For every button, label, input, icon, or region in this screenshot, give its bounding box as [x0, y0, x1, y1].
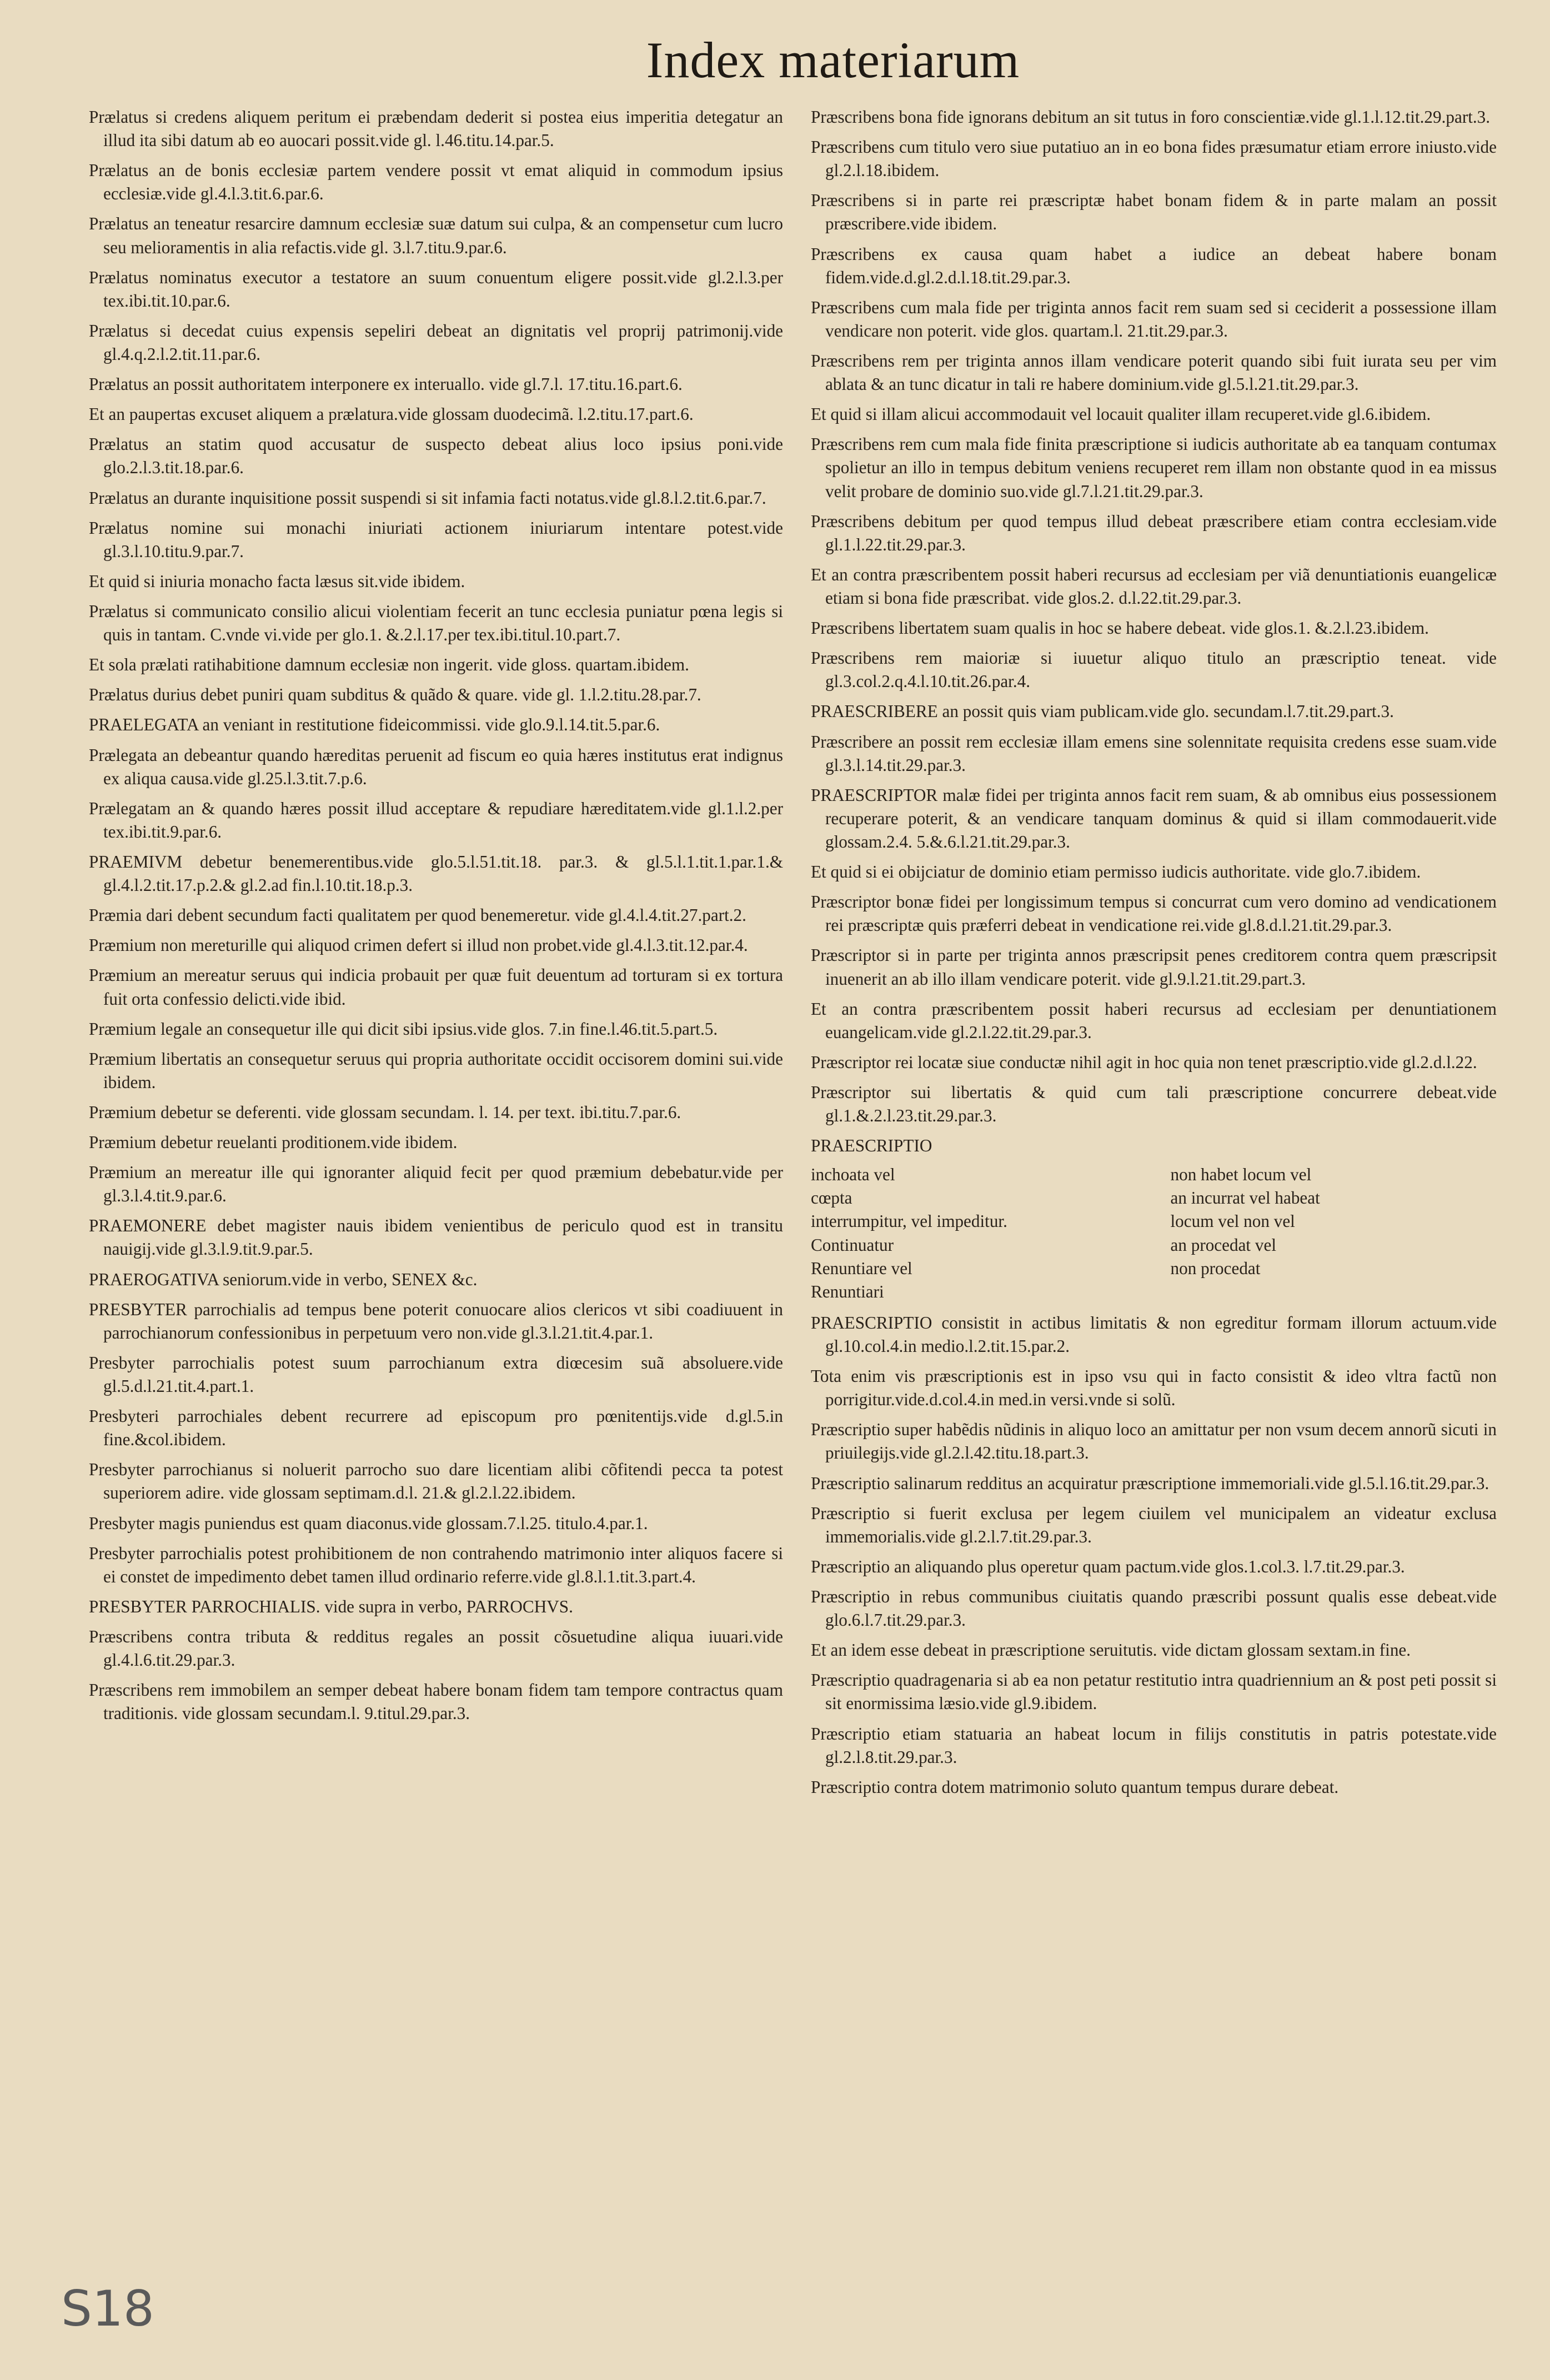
index-entry: Præscribens ex causa quam habet a iudice an debeat habere bonam fidem.vide.d.gl.2.d.l.18.tit.29.par.3.: [811, 244, 1497, 287]
index-entry: PRAESCRIPTOR malæ fidei per triginta annos facit rem suam, & ab omnibus eius possessionem recuperare poterit, & an vendicare tanquam dominus & quid si illam commodauerit.vide glossam.2.4. 5.&.6.l.21.tit.29.par.3.: [811, 785, 1497, 851]
index-entry: PRAEROGATIVA seniorum.vide in verbo, SENEX &c.: [89, 1269, 478, 1289]
index-entry: Præscribens rem maioriæ si iuuetur aliquo titulo an præscriptio teneat. vide gl.3.col.2.q.4.l.10.tit.26.par.4.: [811, 648, 1497, 692]
index-entry: Præscribens rem cum mala fide finita præscriptione si iudicis authoritate ab ea tanquam contumax spolietur an illo in tempus debitum veniens recuperet rem illam non obstante quod in ea missus velit probare de dominio suo.vide gl.7.l.21.tit.29.par.3.: [811, 434, 1497, 501]
grid-item: Continuatur: [811, 1235, 894, 1255]
index-entry: PRESBYTER PARROCHIALIS. vide supra in verbo, PARROCHVS.: [89, 1596, 573, 1616]
index-entry: Præscriptor bonæ fidei per longissimum tempus si concurrat cum vero domino ad vendicationem rei præscriptæ quis præferri debeat in vendicatione rei.vide gl.8.d.l.21.tit.29.par.3.: [811, 892, 1497, 935]
index-entry: Præmia dari debent secundum facti qualitatem per quod benemeretur. vide gl.4.l.4.tit.27.part.2.: [89, 905, 746, 925]
index-entry: Præscriptio an aliquando plus operetur quam pactum.vide glos.1.col.3. l.7.tit.29.par.3.: [811, 1556, 1405, 1576]
index-entry: Præmium libertatis an consequetur seruus qui propria authoritate occidit occisorem domini sui.vide ibidem.: [89, 1049, 783, 1092]
index-entry: Præmium debetur se deferenti. vide glossam secundam. l. 14. per text. ibi.titu.7.par.6.: [89, 1102, 681, 1122]
grid-item: inchoata vel: [811, 1165, 895, 1185]
index-entry: Prælatus an possit authoritatem interponere ex interuallo. vide gl.7.l. 17.titu.16.part.6.: [89, 374, 683, 394]
index-entry: Prælatus si decedat cuius expensis sepeliri debeat an dignitatis vel proprij patrimonij.vide gl.4.q.2.l.2.tit.11.par.6.: [89, 320, 783, 364]
index-entry: Præscriptio salinarum redditus an acquiratur præscriptione immemoriali.vide gl.5.l.16.tit.29.par.3.: [811, 1473, 1489, 1493]
index-entry: Præscriptio etiam statuaria an habeat locum in filijs constitutis in patris potestate.vide gl.2.l.8.tit.29.par.3.: [811, 1723, 1497, 1767]
index-entry: Præscribens debitum per quod tempus illud debeat præscribere etiam contra ecclesiam.vide gl.1.l.22.tit.29.par.3.: [811, 511, 1497, 554]
index-entry: Prælatus an teneatur resarcire damnum ecclesiæ suæ datum sui culpa, & an compensetur cum lucro seu melioramentis in alia refactis.vide gl. 3.l.7.titu.9.par.6.: [89, 214, 783, 257]
index-entry: Et quid si illam alicui accommodauit vel locauit qualiter illam recuperet.vide gl.6.ibidem.: [811, 404, 1431, 424]
grid-item: non procedat: [1170, 1258, 1261, 1278]
index-entry: Præscriptio in rebus communibus ciuitatis quando præscribi possunt qualis esse debeat.vide glo.6.l.7.tit.29.par.3.: [811, 1587, 1497, 1630]
index-entry: Præscribens si in parte rei præscriptæ habet bonam fidem & in parte malam an possit præscribere.vide ibidem.: [811, 191, 1497, 234]
index-entry: Et quid si ei obijciatur de dominio etiam permisso iudicis authoritate. vide glo.7.ibidem.: [811, 862, 1421, 882]
index-entry: Præmium debetur reuelanti proditionem.vide ibidem.: [89, 1133, 458, 1153]
index-entry: Præscriptio super habẽdis nũdinis in aliquo loco an amittatur per non vsum decem annorũ sicuti in priuilegijs.vide gl.2.l.42.titu.18.part.3.: [811, 1420, 1497, 1463]
index-entry: Prælatus si communicato consilio alicui violentiam fecerit an tunc ecclesia puniatur pœna legis si quis in tantam. C.vnde vi.vide per glo.1. &.2.l.17.per tex.ibi.titul.10.part.7.: [89, 601, 783, 645]
grid-item: interrumpitur, vel impeditur.: [811, 1211, 1007, 1231]
index-entry: Prælatus si credens aliquem peritum ei præbendam dederit si postea eius imperitia detegatur an illud ita sibi datum ab eo auocari possit.vide gl. l.46.titu.14.par.5.: [89, 107, 783, 151]
index-entry: Præscriptor rei locatæ siue conductæ nihil agit in hoc quia non tenet præscriptio.vide gl.2.d.l.22.: [811, 1052, 1477, 1072]
index-entry: Præscribens contra tributa & redditus regales an possit cõsuetudine aliqua iuuari.vide gl.4.l.6.tit.29.par.3.: [89, 1627, 783, 1670]
index-entry: Præscribens bona fide ignorans debitum an sit tutus in foro conscientiæ.vide gl.1.l.12.tit.29.part.3.: [811, 107, 1491, 127]
index-entry: Presbyter parrochialis potest suum parrochianum extra diœcesim suã absoluere.vide gl.5.d.l.21.tit.4.part.1.: [89, 1352, 783, 1396]
grid-item: non habet locum vel: [1170, 1165, 1312, 1185]
index-entry: Præscriptor sui libertatis & quid cum tali præscriptione concurrere debeat.vide gl.1.&.2.l.23.tit.29.par.3.: [811, 1082, 1497, 1126]
index-entry: Tota enim vis præscriptionis est in ipso vsu qui in facto consistit & ideo vltra factũ non porrigitur.vide.d.col.4.in med.in versi.vnde si solũ.: [811, 1366, 1497, 1410]
index-entry: Præmium legale an consequetur ille qui dicit sibi ipsius.vide glos. 7.in fine.l.46.tit.5.part.5.: [89, 1019, 718, 1039]
index-entry: PRAELEGATA an veniant in restitutione fideicommissi. vide glo.9.l.14.tit.5.par.6.: [89, 715, 660, 735]
index-entry: Præmium an mereatur ille qui ignoranter aliquid fecit per quod præmium debebatur.vide per gl.3.l.4.tit.9.par.6.: [89, 1163, 783, 1206]
index-entry: Præscriptio quadragenaria si ab ea non petatur restitutio intra quadriennium an & post peti possit si sit enormissima læsio.vide gl.9.ibidem.: [811, 1670, 1497, 1713]
page-title: Index materiarum: [646, 32, 1020, 88]
index-entry: PRAEMONERE debet magister nauis ibidem venientibus de periculo quod est in transitu nauigij.vide gl.3.l.9.tit.9.par.5.: [89, 1216, 783, 1259]
grid-item: Renuntiare vel: [811, 1258, 912, 1278]
grid-item: Renuntiari: [811, 1281, 884, 1301]
index-entry: Præscribens cum mala fide per triginta annos facit rem suam sed si ceciderit a possessione illam vendicare non poterit. vide glos. quartam.l. 21.tit.29.par.3.: [811, 297, 1497, 340]
index-entry: Præscriptio contra dotem matrimonio soluto quantum tempus durare debeat.: [811, 1777, 1339, 1797]
grid-item: an procedat vel: [1170, 1235, 1276, 1255]
index-entry: Et an paupertas excuset aliquem a prælatura.vide glossam duodecimã. l.2.titu.17.part.6.: [89, 404, 694, 424]
left-column: [89, 106, 783, 1732]
index-entry: PRAESCRIPTIO consistit in actibus limitatis & non egreditur formam illorum actuum.vide gl.10.col.4.in medio.l.2.tit.15.par.2.: [811, 1312, 1497, 1356]
index-entry: PRAEMIVM debetur benemerentibus.vide glo.5.l.51.tit.18. par.3. & gl.5.l.1.tit.1.par.1.& gl.4.l.2.tit.17.p.2.& gl.2.ad fin.l.10.tit.18.p.3.: [89, 851, 783, 895]
index-entry: Prælegatam an & quando hæres possit illud acceptare & repudiare hæreditatem.vide gl.1.l.2.per tex.ibi.tit.9.par.6.: [89, 798, 783, 841]
index-entry: Prælatus an durante inquisitione possit suspendi si sit infamia facti notatus.vide gl.8.l.2.tit.6.par.7.: [89, 488, 766, 508]
grid-item: locum vel non vel: [1170, 1211, 1295, 1231]
index-entry: Presbyter parrochialis potest prohibitionem de non contrahendo matrimonio inter aliquos facere si ei constet de impedimento debet tamen illud ordinario referre.vide gl.8.l.1.tit.3.part.4.: [89, 1543, 783, 1586]
grid-item: cœpta: [811, 1188, 852, 1208]
handwritten-note: S18: [61, 2280, 154, 2337]
index-entry: Præscribere an possit rem ecclesiæ illam emens sine solennitate requisita credens esse suam.vide gl.3.l.14.tit.29.par.3.: [811, 731, 1497, 775]
praescriptio-grid: [811, 1163, 1497, 1304]
index-entry: Et quid si iniuria monacho facta læsus sit.vide ibidem.: [89, 571, 465, 591]
index-entry: Præscriptor si in parte per triginta annos præscripsit penes creditorem contra quem præscripsit inuenerit an ab illo illam vendicare poterit. vide gl.9.l.21.tit.29.part.3.: [811, 945, 1497, 989]
index-entry: Prælatus an statim quod accusatur de suspecto debeat alius loco ipsius poni.vide glo.2.l.3.tit.18.par.6.: [89, 434, 783, 478]
index-entry: Et an idem esse debeat in præscriptione seruitutis. vide dictam glossam sextam.in fine.: [811, 1640, 1411, 1660]
index-entry: Præmium non mereturille qui aliquod crimen defert si illud non probet.vide gl.4.l.3.tit.12.par.4.: [89, 935, 748, 955]
index-entry: Presbyter magis puniendus est quam diaconus.vide glossam.7.l.25. titulo.4.par.1.: [89, 1513, 648, 1533]
index-entry: Prælatus nomine sui monachi iniuriati actionem iniuriarum intentare potest.vide gl.3.l.10.titu.9.par.7.: [89, 518, 783, 561]
grid-item: an incurrat vel habeat: [1170, 1188, 1320, 1208]
index-entry: Prælatus nominatus executor a testatore an suum conuentum eligere possit.vide gl.2.l.3.per tex.ibi.tit.10.par.6.: [89, 267, 783, 310]
index-entry: PRAESCRIBERE an possit quis viam publicam.vide glo. secundam.l.7.tit.29.part.3.: [811, 702, 1394, 721]
index-entry: Præscribens libertatem suam qualis in hoc se habere debeat. vide glos.1. &.2.l.23.ibidem.: [811, 618, 1429, 638]
index-entry: Presbyteri parrochiales debent recurrere ad episcopum pro pœnitentijs.vide d.gl.5.in fine.&col.ibidem.: [89, 1406, 783, 1450]
index-entry: Præscribens cum titulo vero siue putatiuo an in eo bona fides præsumatur etiam errore iniusto.vide gl.2.l.18.ibidem.: [811, 137, 1497, 181]
index-entry: Prælatus an de bonis ecclesiæ partem vendere possit vt emat aliquid in commodum ipsius ecclesiæ.vide gl.4.l.3.tit.6.par.6.: [89, 161, 783, 204]
right-column: [811, 106, 1497, 1806]
index-entry: Prælatus durius debet puniri quam subditus & quãdo & quare. vide gl. 1.l.2.titu.28.par.7.: [89, 685, 701, 705]
index-entry: Præmium an mereatur seruus qui indicia probauit per quæ fuit deuentum ad torturam si ex tortura fuit orta confessio delicti.vide ibid.: [89, 965, 783, 1009]
index-entry: Præscriptio si fuerit exclusa per legem ciuilem vel municipalem an videatur exclusa immemorialis.vide gl.2.l.7.tit.29.par.3.: [811, 1503, 1497, 1546]
index-entry: Prælegata an debeantur quando hæreditas peruenit ad fiscum eo quia hæres institutus erat indignus ex aliqua causa.vide gl.25.l.3.tit.7.p.6.: [89, 745, 783, 788]
index-entry: Et sola prælati ratihabitione damnum ecclesiæ non ingerit. vide gloss. quartam.ibidem.: [89, 655, 689, 675]
index-entry: Et an contra præscribentem possit haberi recursus ad ecclesiam per denuntiationem euangelicam.vide gl.2.l.22.tit.29.par.3.: [811, 999, 1497, 1042]
index-entry: Præscribens rem immobilem an semper debeat habere bonam fidem tam tempore contractus quam traditionis. vide glossam secundam.l. 9.titul.29.par.3.: [89, 1680, 783, 1723]
praescriptio-heading: PRAESCRIPTIO: [811, 1136, 932, 1156]
index-entry: Presbyter parrochianus si noluerit parrocho suo dare licentiam alibi cõfitendi pecca ta potest superiorem adire. vide glossam septimam.d.l. 21.& gl.2.l.22.ibidem.: [89, 1460, 783, 1503]
index-entry: PRESBYTER parrochialis ad tempus bene poterit conuocare alios clericos vt sibi coadiuuent in parrochianorum confessionibus in perpetuum vero non.vide gl.3.l.21.tit.4.par.1.: [89, 1299, 783, 1342]
index-entry: Præscribens rem per triginta annos illam vendicare poterit quando sibi fuit iurata seu per vim ablata & an tunc dicatur in tali re habere dominium.vide gl.5.l.21.tit.29.par.3.: [811, 350, 1497, 394]
index-entry: Et an contra præscribentem possit haberi recursus ad ecclesiam per viã denuntiationis euangelicæ etiam si bona fide præscribat. vide glos.2. d.l.22.tit.29.par.3.: [811, 564, 1497, 608]
